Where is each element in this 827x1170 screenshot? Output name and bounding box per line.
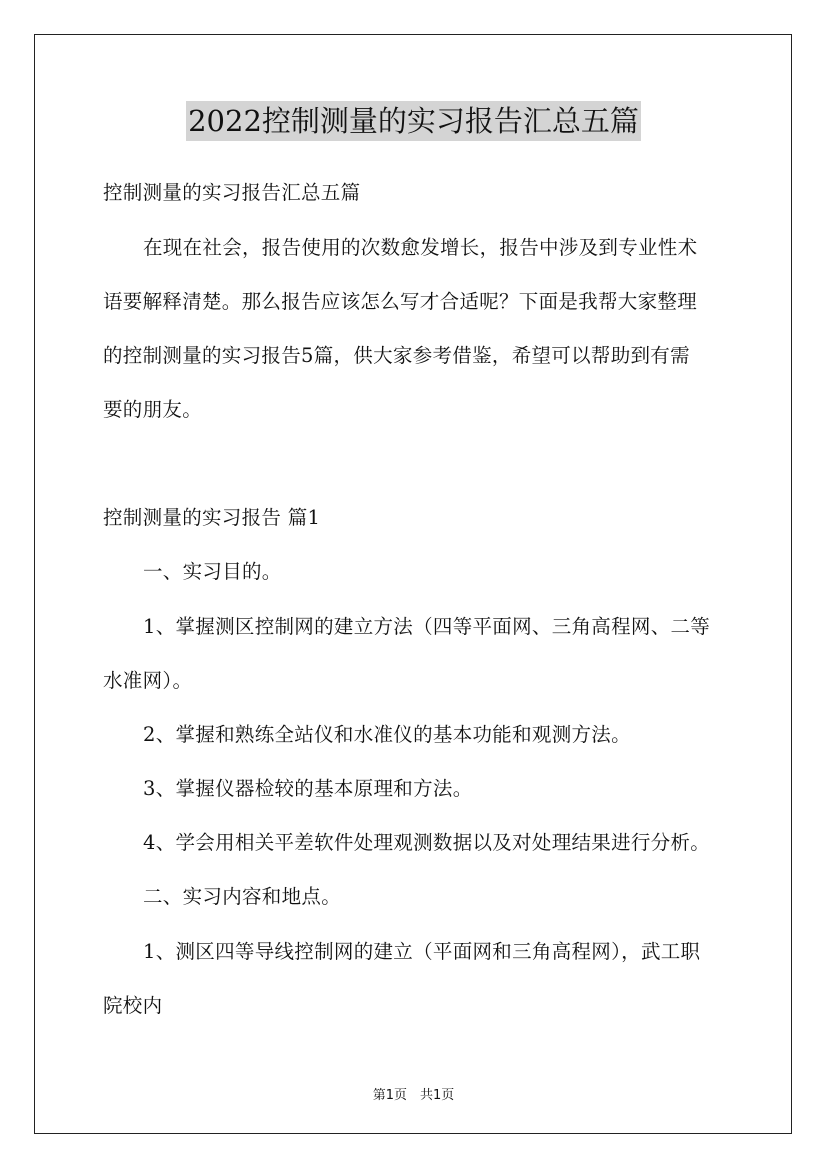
paragraph-line: 的控制测量的实习报告5篇，供大家参考借鉴，希望可以帮助到有需 [103, 344, 690, 367]
page-number-footer: 第1页 共1页 [372, 1088, 455, 1103]
paragraph-line: 2、掌握和熟练全站仪和水准仪的基本功能和观测方法。 [143, 723, 631, 746]
paragraph-line: 院校内 [103, 994, 163, 1017]
paragraph-line: 3、掌握仪器检较的基本原理和方法。 [143, 777, 473, 800]
paragraph-line: 在现在社会，报告使用的次数愈发增长，报告中涉及到专业性术 [143, 236, 698, 259]
paragraph-line: 1、掌握测区控制网的建立方法（四等平面网、三角高程网、二等 [143, 615, 711, 638]
paragraph-line: 语要解释清楚。那么报告应该怎么写才合适呢？下面是我帮大家整理 [103, 290, 698, 313]
subtitle-line: 控制测量的实习报告汇总五篇 [103, 181, 361, 204]
paragraph-line: 要的朋友。 [103, 398, 203, 421]
title-container [0, 101, 827, 141]
paragraph-line: 二、实习内容和地点。 [143, 885, 342, 908]
paragraph-line: 1、测区四等导线控制网的建立（平面网和三角高程网），武工职 [143, 940, 701, 963]
paragraph-line: 一、实习目的。 [143, 560, 282, 583]
paragraph-line: 4、学会用相关平差软件处理观测数据以及对处理结果进行分析。 [143, 831, 711, 854]
section-heading: 控制测量的实习报告 篇1 [103, 506, 321, 529]
document-title: 2022控制测量的实习报告汇总五篇 [186, 101, 641, 141]
paragraph-line: 水准网）。 [103, 669, 193, 692]
